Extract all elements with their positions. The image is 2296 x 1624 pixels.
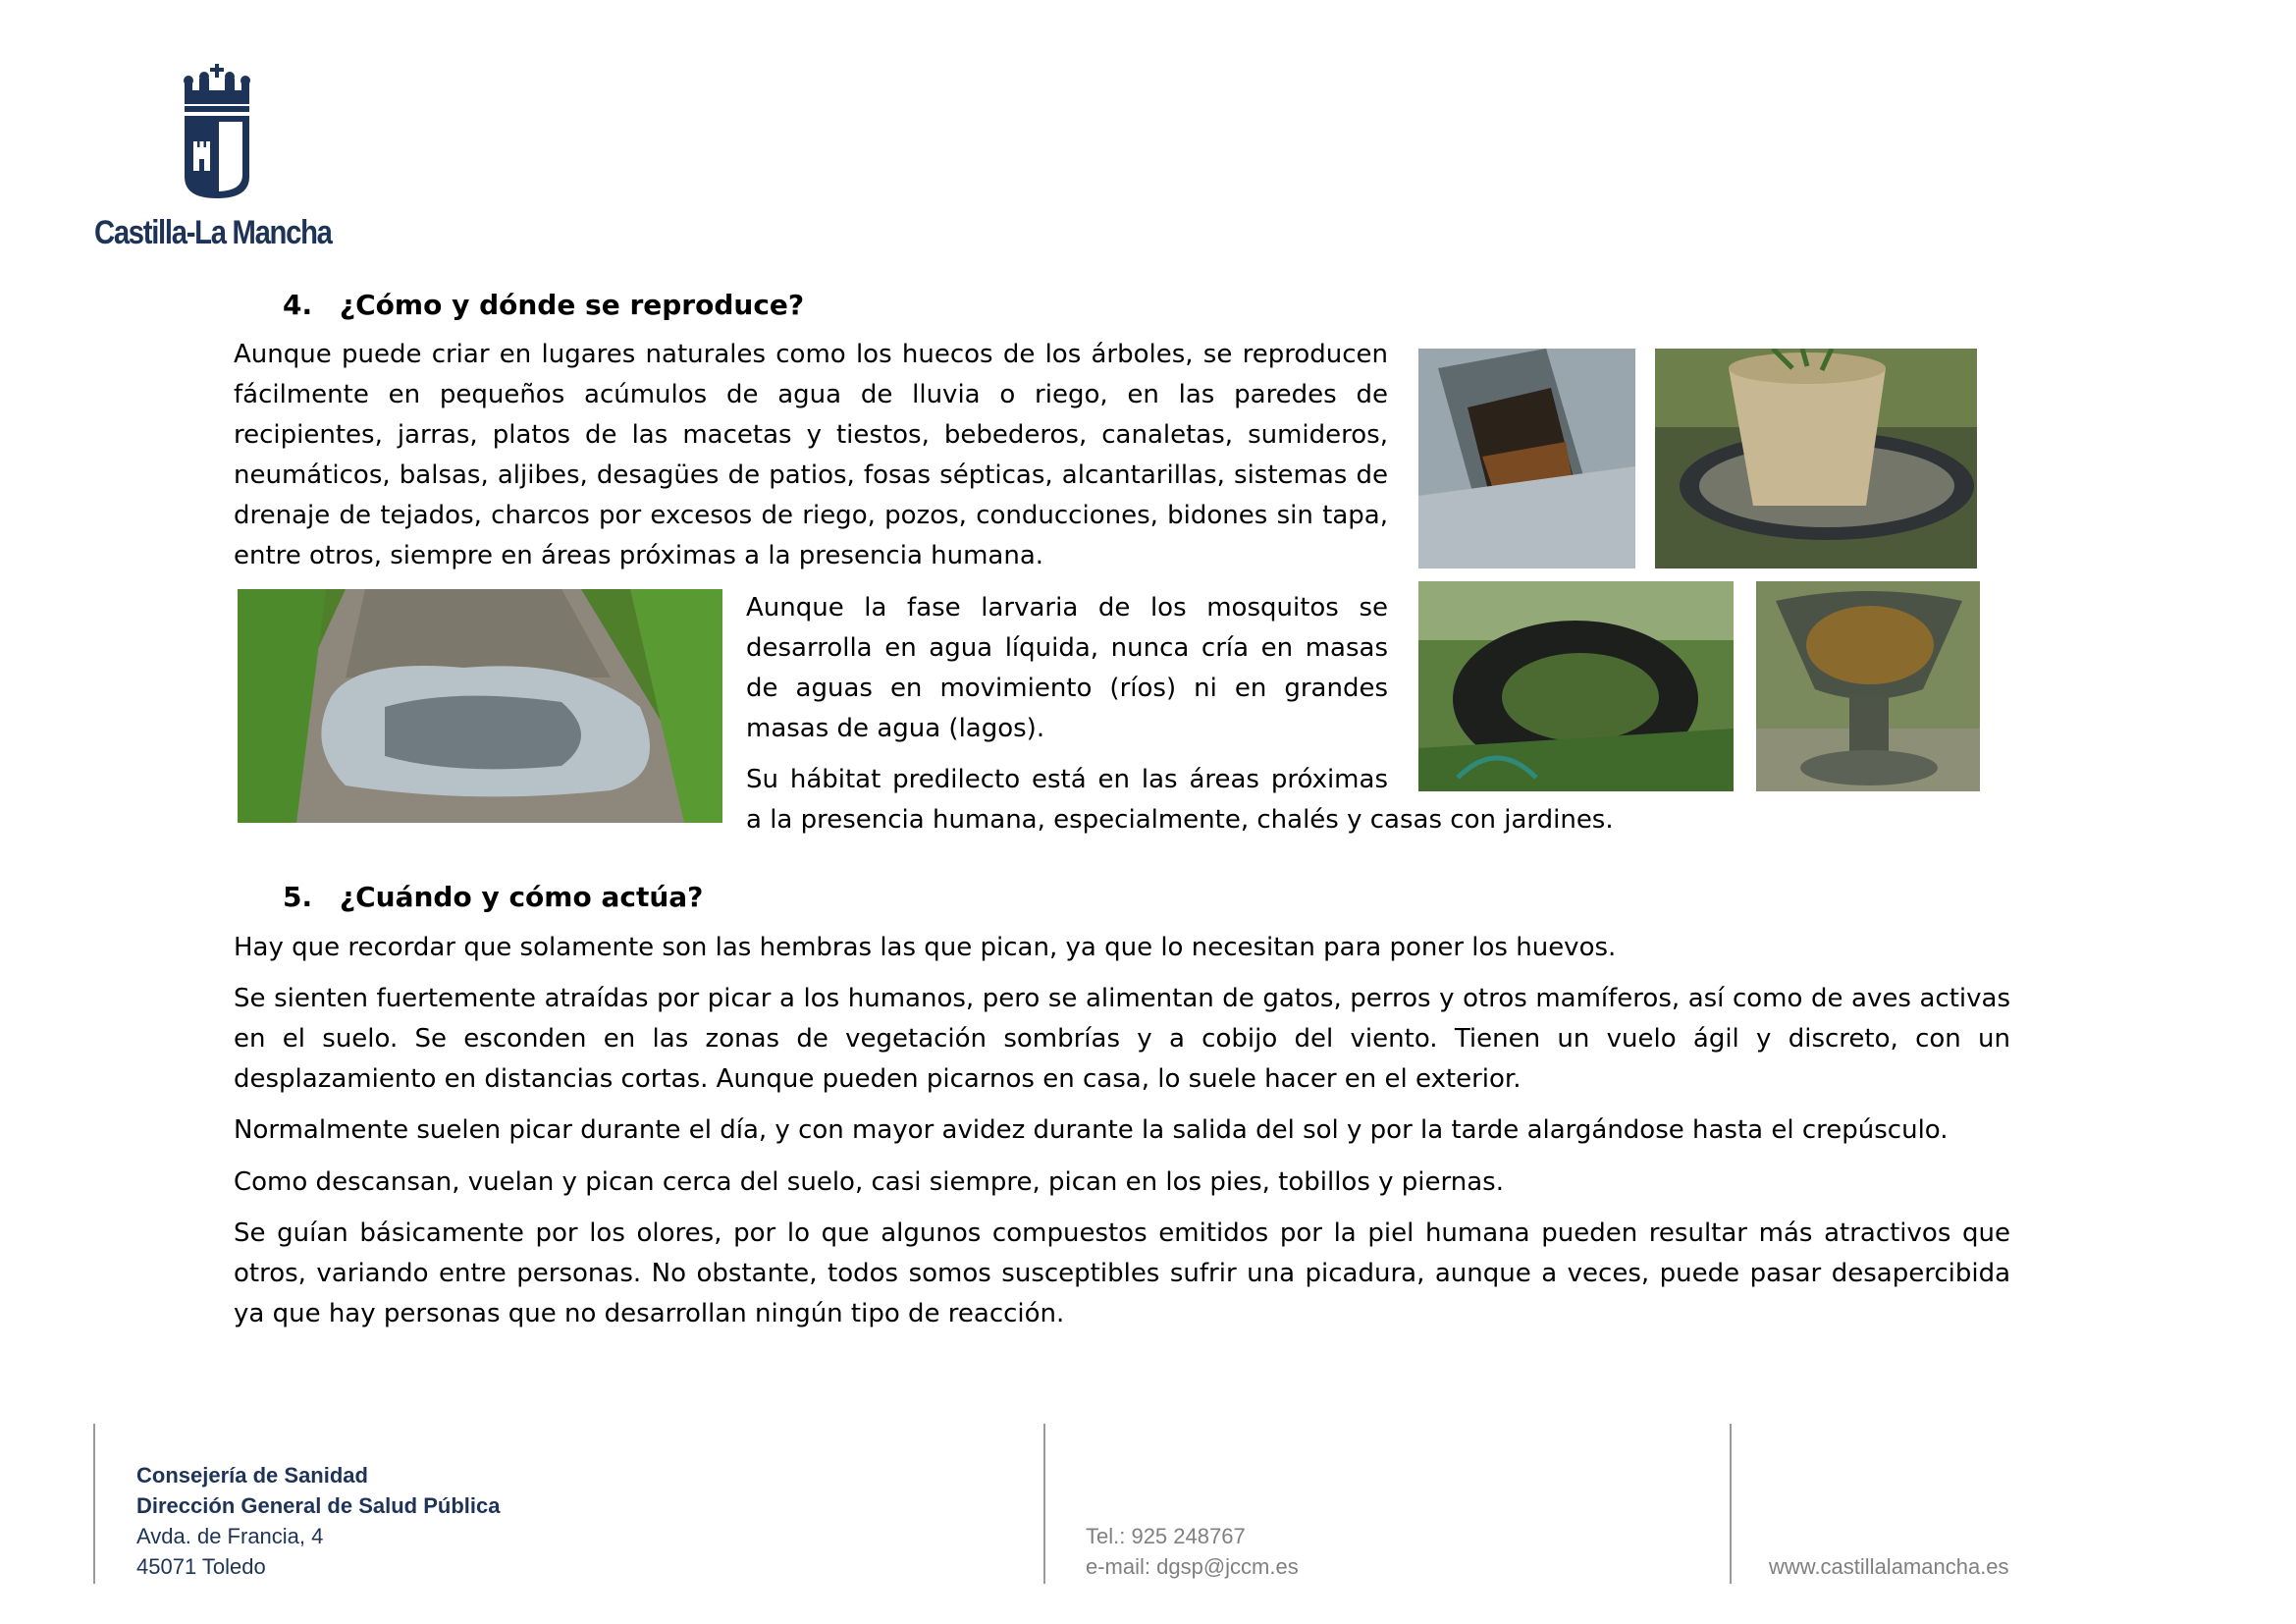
logo-text: Castilla-La Mancha [94, 214, 332, 251]
section-4-paragraph-3-line-2: a la presencia humana, especialmente, chalés y casas con jardines. [746, 805, 1614, 835]
section-5-paragraph-2: Se sienten fuertemente atraídas por picar a los humanos, pero se alimentan de gatos, perros y otros mamíferos, así como de aves activas en el suelo. Se esconden en las zonas de vegetación sombrías y a cobijo del viento. Tienen un vuelo ágil y discreto, con un desplazamiento en distancias cortas. Aunque pueden picarnos en casa, lo suele hacer en el exterior. [234, 984, 2010, 1094]
footer-divider [1043, 1424, 1045, 1584]
section-5-paragraph-4: Como descansan, vuelan y pican cerca del suelo, casi siempre, pican en los pies, tobillos y piernas. [234, 1167, 1504, 1197]
section-4-paragraph-1: Aunque puede criar en lugares naturales como los huecos de los árboles, se reproducen fácilmente en pequeños acúmulos de agua de lluvia o riego, en las paredes de recipientes, jarras, platos de las macetas y tiestos, bebederos, canaletas, sumideros, neumáticos, balsas, aljibes, desagües de patios, fosas sépticas, alcantarillas, sistemas de drenaje de tejados, charcos por excesos de riego, pozos, conducciones, bidones sin tapa, entre otros, siempre en áreas próximas a la presencia humana. [234, 340, 1388, 570]
footer-address [136, 1460, 500, 1582]
section-5-heading [283, 877, 703, 917]
footer-address-1: Avda. de Francia, 4 [136, 1524, 324, 1548]
footer-phone: Tel.: 925 248767 [1086, 1524, 1246, 1548]
section-5-paragraph-3: Normalmente suelen picar durante el día, y con mayor avidez durante la salida del sol y por la tarde alargándose hasta el crepúsculo. [234, 1115, 1949, 1145]
section-4-paragraph-2: Aunque la fase larvaria de los mosquitos se desarrolla en agua líquida, nunca cría en masas de aguas en movimiento (ríos) ni en grandes masas de agua (lagos). [746, 593, 1388, 743]
heading-text: ¿Cómo y dónde se reproduce? [339, 289, 805, 321]
footer-contact [1086, 1521, 1299, 1582]
section-5-paragraph-5: Se guían básicamente por los olores, por lo que algunos compuestos emitidos por la piel humana pueden resultar más atractivos que otros, variando entre personas. No obstante, todos somos susceptibles sufrir una picadura, aunque a veces, puede pasar desapercibida ya que hay personas que no desarrollan ningún tipo de reacción. [234, 1218, 2010, 1328]
footer-org-2: Dirección General de Salud Pública [136, 1493, 501, 1518]
section-4-heading [283, 285, 804, 325]
heading-number: 5. [283, 881, 313, 913]
flower-pot-photo [1655, 349, 1977, 568]
footer-website-link[interactable]: www.castillalamancha.es [1769, 1554, 2009, 1579]
section-4-paragraph-3-line-1: Su hábitat predilecto está en las áreas próximas [746, 765, 1388, 794]
footer-address-2: 45071 Toledo [136, 1554, 266, 1579]
heading-text: ¿Cuándo y cómo actúa? [339, 881, 704, 913]
bird-bath-photo [1756, 581, 1980, 791]
footer-org-1: Consejería de Sanidad [136, 1463, 368, 1488]
heading-number: 4. [283, 289, 313, 321]
tire-photo [1418, 581, 1734, 791]
drain-photo [1418, 349, 1635, 568]
footer-email[interactable]: e-mail: dgsp@jccm.es [1086, 1554, 1299, 1579]
puddle-photo [238, 589, 722, 823]
footer-divider [1730, 1424, 1732, 1584]
section-5-paragraph-1: Hay que recordar que solamente son las hembras las que pican, ya que lo necesitan para poner los huevos. [234, 933, 1617, 962]
footer-divider [93, 1424, 95, 1584]
